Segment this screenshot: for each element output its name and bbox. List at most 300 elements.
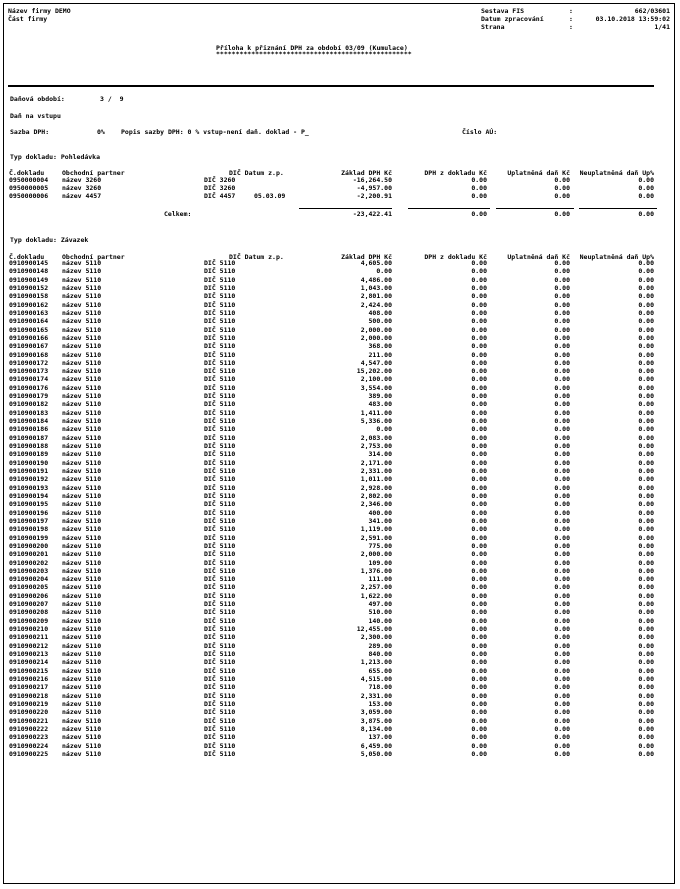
partner-name: název 5110 bbox=[62, 425, 102, 434]
partner-dic: DIČ 5110 bbox=[204, 383, 236, 392]
vat-amount: 0.00 bbox=[471, 458, 487, 467]
col-base-header: Základ DPH Kč bbox=[341, 253, 392, 261]
vat-amount: 0.00 bbox=[471, 516, 487, 525]
partner-dic: DIČ 5110 bbox=[204, 417, 236, 426]
doc-number: 0910900223 bbox=[9, 733, 49, 742]
table-row bbox=[4, 484, 676, 492]
partner-dic: DIČ 5110 bbox=[204, 641, 236, 650]
partner-dic: DIČ 5110 bbox=[204, 666, 236, 675]
partner-dic: DIČ 5110 bbox=[204, 475, 236, 484]
partner-dic: DIČ 5110 bbox=[204, 458, 236, 467]
applied-tax: 0.00 bbox=[554, 317, 570, 326]
partner-dic: DIČ 5110 bbox=[204, 259, 236, 267]
partner-dic: DIČ 5110 bbox=[204, 425, 236, 434]
partner-name: název 5110 bbox=[62, 325, 102, 334]
applied-tax: 0.00 bbox=[554, 192, 570, 200]
partner-name: název 5110 bbox=[62, 566, 102, 575]
tax-base: 1,011.00 bbox=[360, 475, 392, 484]
partner-dic: DIČ 5110 bbox=[204, 400, 236, 409]
partner-name: název 5110 bbox=[62, 267, 102, 276]
applied-tax: 0.00 bbox=[554, 408, 570, 417]
vat-amount: 0.00 bbox=[471, 475, 487, 484]
unapplied-tax: 0.00 bbox=[638, 308, 654, 317]
tax-base: 1,213.00 bbox=[360, 658, 392, 667]
tax-base: 840.00 bbox=[368, 650, 392, 659]
doc-number: 0910900192 bbox=[9, 475, 49, 484]
doc-number: 0910900191 bbox=[9, 467, 49, 475]
vat-amount: 0.00 bbox=[471, 491, 487, 500]
doc-number: 0910900225 bbox=[9, 749, 49, 758]
tax-base: 2,591.00 bbox=[360, 533, 392, 542]
vat-amount: 0.00 bbox=[471, 658, 487, 667]
unapplied-tax: 0.00 bbox=[638, 283, 654, 292]
table-row bbox=[4, 583, 676, 591]
vat-amount: 0.00 bbox=[471, 666, 487, 675]
partner-name: název 5110 bbox=[62, 541, 102, 550]
applied-tax: 0.00 bbox=[554, 483, 570, 492]
table-row bbox=[4, 292, 676, 300]
tax-base: 2,100.00 bbox=[360, 375, 392, 384]
vat-amount: 0.00 bbox=[471, 350, 487, 359]
applied-tax: 0.00 bbox=[554, 699, 570, 708]
tax-base: 3,554.00 bbox=[360, 383, 392, 392]
partner-name: název 5110 bbox=[62, 716, 102, 725]
partner-dic: DIČ 5110 bbox=[204, 442, 236, 451]
partner-dic: DIČ 5110 bbox=[204, 508, 236, 517]
doc-number: 0910900166 bbox=[9, 333, 49, 342]
unapplied-tax: 0.00 bbox=[638, 176, 654, 184]
table-row bbox=[4, 525, 676, 533]
table-row bbox=[4, 650, 676, 658]
applied-tax: 0.00 bbox=[554, 283, 570, 292]
tax-type: Daň na vstupu bbox=[10, 112, 61, 120]
partner-name: název 5110 bbox=[62, 392, 102, 401]
total-rule-applied bbox=[496, 208, 574, 209]
total-vat: 0.00 bbox=[471, 210, 487, 218]
partner-name: název 5110 bbox=[62, 666, 102, 675]
partner-name: název 5110 bbox=[62, 583, 102, 592]
partner-dic: DIČ 5110 bbox=[204, 575, 236, 584]
table-row bbox=[4, 642, 676, 650]
table-row bbox=[4, 392, 676, 400]
date-value: 03.10.2018 13:59:02 bbox=[595, 15, 670, 23]
table-row bbox=[4, 475, 676, 483]
table-row bbox=[4, 617, 676, 625]
partner-dic: DIČ 5110 bbox=[204, 292, 236, 301]
applied-tax: 0.00 bbox=[554, 325, 570, 334]
table-row bbox=[4, 742, 676, 750]
doc-number: 0910900220 bbox=[9, 708, 49, 717]
doc-number: 0910900190 bbox=[9, 458, 49, 467]
company-name: Název firmy DEMO bbox=[8, 7, 71, 15]
doc-number: 0910900201 bbox=[9, 550, 49, 559]
vat-amount: 0.00 bbox=[471, 508, 487, 517]
applied-tax: 0.00 bbox=[554, 633, 570, 642]
tax-base: 1,622.00 bbox=[360, 591, 392, 600]
partner-dic: DIČ 5110 bbox=[204, 408, 236, 417]
vat-amount: 0.00 bbox=[471, 292, 487, 301]
tax-base: 2,000.00 bbox=[360, 333, 392, 342]
doc-number: 0910900145 bbox=[9, 259, 49, 267]
table-row bbox=[4, 725, 676, 733]
doc-number: 0910900162 bbox=[9, 300, 49, 309]
unapplied-tax: 0.00 bbox=[638, 583, 654, 592]
unapplied-tax: 0.00 bbox=[638, 342, 654, 351]
applied-tax: 0.00 bbox=[554, 475, 570, 484]
tax-base: 8,134.00 bbox=[360, 724, 392, 733]
unapplied-tax: 0.00 bbox=[638, 683, 654, 692]
unapplied-tax: 0.00 bbox=[638, 616, 654, 625]
vat-amount: 0.00 bbox=[471, 192, 487, 200]
doc-number: 0910900149 bbox=[9, 275, 49, 284]
partner-name: název 5110 bbox=[62, 691, 102, 700]
table-row bbox=[4, 733, 676, 741]
partner-name: název 5110 bbox=[62, 625, 102, 634]
table-row bbox=[4, 675, 676, 683]
tax-base: 289.00 bbox=[368, 641, 392, 650]
tax-base: 109.00 bbox=[368, 558, 392, 567]
doc-number: 0910900204 bbox=[9, 575, 49, 584]
tax-base: 4,515.00 bbox=[360, 675, 392, 683]
unapplied-tax: 0.00 bbox=[638, 699, 654, 708]
table-row bbox=[4, 450, 676, 458]
col-partner-header: Obchodní partner bbox=[62, 253, 125, 261]
table-row bbox=[4, 176, 676, 184]
partner-dic: DIČ 4457 bbox=[204, 192, 236, 200]
applied-tax: 0.00 bbox=[554, 450, 570, 459]
partner-name: název 5110 bbox=[62, 333, 102, 342]
partner-name: název 5110 bbox=[62, 508, 102, 517]
table-row bbox=[4, 534, 676, 542]
vat-amount: 0.00 bbox=[471, 333, 487, 342]
applied-tax: 0.00 bbox=[554, 691, 570, 700]
vat-amount: 0.00 bbox=[471, 550, 487, 559]
table-row bbox=[4, 550, 676, 558]
doc-number: 0910900200 bbox=[9, 541, 49, 550]
doc-number: 0910900213 bbox=[9, 650, 49, 659]
page-value: 1/41 bbox=[654, 23, 670, 31]
applied-tax: 0.00 bbox=[554, 491, 570, 500]
total-applied: 0.00 bbox=[554, 210, 570, 218]
rate-value: 0% bbox=[97, 128, 105, 136]
table-row bbox=[4, 184, 676, 192]
doc-number: 0910900187 bbox=[9, 433, 49, 442]
partner-name: název 5110 bbox=[62, 699, 102, 708]
table-row bbox=[4, 284, 676, 292]
table-row bbox=[4, 500, 676, 508]
applied-tax: 0.00 bbox=[554, 417, 570, 426]
partner-name: název 5110 bbox=[62, 550, 102, 559]
table-row bbox=[4, 600, 676, 608]
unapplied-tax: 0.00 bbox=[638, 483, 654, 492]
vat-amount: 0.00 bbox=[471, 425, 487, 434]
applied-tax: 0.00 bbox=[554, 358, 570, 367]
tax-base: 2,802.00 bbox=[360, 491, 392, 500]
table-row bbox=[4, 192, 676, 200]
col-doc-header: Č.dokladu bbox=[9, 169, 45, 177]
vat-amount: 0.00 bbox=[471, 650, 487, 659]
partner-dic: DIČ 5110 bbox=[204, 275, 236, 284]
applied-tax: 0.00 bbox=[554, 350, 570, 359]
doc-number: 0910900163 bbox=[9, 308, 49, 317]
vat-amount: 0.00 bbox=[471, 575, 487, 584]
table-row bbox=[4, 326, 676, 334]
unapplied-tax: 0.00 bbox=[638, 358, 654, 367]
partner-name: název 5110 bbox=[62, 516, 102, 525]
unapplied-tax: 0.00 bbox=[638, 608, 654, 617]
company-part: Část firmy bbox=[8, 15, 48, 23]
unapplied-tax: 0.00 bbox=[638, 442, 654, 451]
doc-number: 0910900188 bbox=[9, 442, 49, 451]
applied-tax: 0.00 bbox=[554, 666, 570, 675]
report-title-underline: ************************************************** bbox=[216, 50, 412, 58]
partner-name: název 5110 bbox=[62, 450, 102, 459]
col-unapplied-header: Neuplatněná daň Up% bbox=[579, 253, 654, 261]
doc-number: 0950000004 bbox=[9, 176, 49, 184]
tax-base: 2,257.00 bbox=[360, 583, 392, 592]
doc-number: 0910900224 bbox=[9, 741, 49, 750]
table-row bbox=[4, 608, 676, 616]
partner-name: název 5110 bbox=[62, 383, 102, 392]
partner-dic: DIČ 3260 bbox=[204, 176, 236, 184]
table-row bbox=[4, 317, 676, 325]
report-title: Příloha k přiznání DPH za období 03/09 (Kumulace) bbox=[216, 44, 408, 52]
report-label: Sestava FIS bbox=[481, 7, 525, 15]
tax-base: 15,202.00 bbox=[356, 367, 392, 376]
section2-label: Typ dokladu: Závazek bbox=[10, 236, 89, 244]
unapplied-tax: 0.00 bbox=[638, 724, 654, 733]
unapplied-tax: 0.00 bbox=[638, 533, 654, 542]
unapplied-tax: 0.00 bbox=[638, 467, 654, 475]
applied-tax: 0.00 bbox=[554, 184, 570, 192]
partner-dic: DIČ 5110 bbox=[204, 658, 236, 667]
doc-number: 0910900212 bbox=[9, 641, 49, 650]
vat-amount: 0.00 bbox=[471, 408, 487, 417]
unapplied-tax: 0.00 bbox=[638, 425, 654, 434]
partner-name: název 5110 bbox=[62, 749, 102, 758]
vat-amount: 0.00 bbox=[471, 358, 487, 367]
vat-amount: 0.00 bbox=[471, 259, 487, 267]
table-row bbox=[4, 542, 676, 550]
unapplied-tax: 0.00 bbox=[638, 550, 654, 559]
tax-base: 483.00 bbox=[368, 400, 392, 409]
col-applied-header: Uplatněná daň Kč bbox=[507, 169, 570, 177]
table-row bbox=[4, 301, 676, 309]
table-row bbox=[4, 434, 676, 442]
unapplied-tax: 0.00 bbox=[638, 408, 654, 417]
unapplied-tax: 0.00 bbox=[638, 516, 654, 525]
unapplied-tax: 0.00 bbox=[638, 591, 654, 600]
col-dic-date-header: DIČ Datum z.p. bbox=[229, 253, 284, 261]
vat-amount: 0.00 bbox=[471, 383, 487, 392]
applied-tax: 0.00 bbox=[554, 658, 570, 667]
vat-amount: 0.00 bbox=[471, 300, 487, 309]
section1-label: Typ dokladu: Pohledávka bbox=[10, 153, 101, 161]
tax-base: 5,336.00 bbox=[360, 417, 392, 426]
col-applied-header: Uplatněná daň Kč bbox=[507, 253, 570, 261]
applied-tax: 0.00 bbox=[554, 467, 570, 475]
partner-dic: DIČ 5110 bbox=[204, 550, 236, 559]
unapplied-tax: 0.00 bbox=[638, 508, 654, 517]
partner-dic: DIČ 5110 bbox=[204, 500, 236, 509]
tax-base: 2,171.00 bbox=[360, 458, 392, 467]
unapplied-tax: 0.00 bbox=[638, 525, 654, 534]
partner-dic: DIČ 5110 bbox=[204, 483, 236, 492]
vat-amount: 0.00 bbox=[471, 699, 487, 708]
table-row bbox=[4, 683, 676, 691]
partner-name: název 5110 bbox=[62, 283, 102, 292]
tax-base: 111.00 bbox=[368, 575, 392, 584]
unapplied-tax: 0.00 bbox=[638, 392, 654, 401]
doc-number: 0910900183 bbox=[9, 408, 49, 417]
table-row bbox=[4, 334, 676, 342]
doc-number: 0910900210 bbox=[9, 625, 49, 634]
applied-tax: 0.00 bbox=[554, 533, 570, 542]
partner-name: název 3260 bbox=[62, 184, 102, 192]
applied-tax: 0.00 bbox=[554, 458, 570, 467]
doc-number: 0910900219 bbox=[9, 699, 49, 708]
tax-base: 2,000.00 bbox=[360, 325, 392, 334]
partner-dic: DIČ 5110 bbox=[204, 708, 236, 717]
tax-base: 12,455.00 bbox=[356, 625, 392, 634]
applied-tax: 0.00 bbox=[554, 176, 570, 184]
col-doc-header: Č.dokladu bbox=[9, 253, 45, 261]
partner-dic: DIČ 5110 bbox=[204, 558, 236, 567]
partner-dic: DIČ 5110 bbox=[204, 283, 236, 292]
partner-dic: DIČ 5110 bbox=[204, 691, 236, 700]
tax-base: 2,083.00 bbox=[360, 433, 392, 442]
table-row bbox=[4, 692, 676, 700]
applied-tax: 0.00 bbox=[554, 392, 570, 401]
applied-tax: 0.00 bbox=[554, 292, 570, 301]
unapplied-tax: 0.00 bbox=[638, 500, 654, 509]
partner-name: název 5110 bbox=[62, 733, 102, 742]
applied-tax: 0.00 bbox=[554, 508, 570, 517]
applied-tax: 0.00 bbox=[554, 591, 570, 600]
applied-tax: 0.00 bbox=[554, 616, 570, 625]
applied-tax: 0.00 bbox=[554, 566, 570, 575]
unapplied-tax: 0.00 bbox=[638, 317, 654, 326]
vat-amount: 0.00 bbox=[471, 541, 487, 550]
total-rule-base bbox=[299, 208, 392, 209]
au-label: Číslo AÚ: bbox=[462, 128, 498, 136]
partner-dic: DIČ 5110 bbox=[204, 675, 236, 683]
applied-tax: 0.00 bbox=[554, 683, 570, 692]
vat-amount: 0.00 bbox=[471, 558, 487, 567]
taxable-date: 05.03.09 bbox=[254, 192, 286, 200]
applied-tax: 0.00 bbox=[554, 308, 570, 317]
vat-amount: 0.00 bbox=[471, 184, 487, 192]
table-row bbox=[4, 367, 676, 375]
table-row bbox=[4, 750, 676, 758]
doc-number: 0910900205 bbox=[9, 583, 49, 592]
vat-amount: 0.00 bbox=[471, 400, 487, 409]
applied-tax: 0.00 bbox=[554, 650, 570, 659]
partner-dic: DIČ 5110 bbox=[204, 733, 236, 742]
total-unapplied: 0.00 bbox=[638, 210, 654, 218]
applied-tax: 0.00 bbox=[554, 625, 570, 634]
rate-label: Sazba DPH: bbox=[10, 128, 50, 136]
partner-name: název 5110 bbox=[62, 741, 102, 750]
partner-name: název 5110 bbox=[62, 342, 102, 351]
tax-base: 2,346.00 bbox=[360, 500, 392, 509]
col-unapplied-header: Neuplatněná daň Up% bbox=[579, 169, 654, 177]
doc-number: 0910900203 bbox=[9, 566, 49, 575]
partner-dic: DIČ 5110 bbox=[204, 541, 236, 550]
table-row bbox=[4, 667, 676, 675]
doc-number: 0910900207 bbox=[9, 600, 49, 609]
partner-dic: DIČ 5110 bbox=[204, 308, 236, 317]
table-row bbox=[4, 708, 676, 716]
partner-dic: DIČ 5110 bbox=[204, 525, 236, 534]
vat-amount: 0.00 bbox=[471, 308, 487, 317]
doc-number: 0910900186 bbox=[9, 425, 49, 434]
table-row bbox=[4, 351, 676, 359]
partner-name: název 5110 bbox=[62, 575, 102, 584]
tax-base: 2,753.00 bbox=[360, 442, 392, 451]
vat-amount: 0.00 bbox=[471, 267, 487, 276]
partner-dic: DIČ 5110 bbox=[204, 566, 236, 575]
table-row bbox=[4, 467, 676, 475]
rate-description: Popis sazby DPH: 0 % vstup-není daň. doklad - P_ bbox=[121, 128, 309, 136]
table-row bbox=[4, 359, 676, 367]
tax-base: 510.00 bbox=[368, 608, 392, 617]
page-sep: : bbox=[569, 23, 573, 31]
doc-number: 0910900206 bbox=[9, 591, 49, 600]
vat-amount: 0.00 bbox=[471, 625, 487, 634]
applied-tax: 0.00 bbox=[554, 433, 570, 442]
partner-name: název 5110 bbox=[62, 500, 102, 509]
doc-number: 0910900209 bbox=[9, 616, 49, 625]
partner-name: název 5110 bbox=[62, 442, 102, 451]
partner-name: název 5110 bbox=[62, 308, 102, 317]
vat-amount: 0.00 bbox=[471, 566, 487, 575]
doc-number: 0910900216 bbox=[9, 675, 49, 683]
partner-name: název 5110 bbox=[62, 467, 102, 475]
unapplied-tax: 0.00 bbox=[638, 566, 654, 575]
partner-dic: DIČ 5110 bbox=[204, 342, 236, 351]
vat-amount: 0.00 bbox=[471, 275, 487, 284]
vat-amount: 0.00 bbox=[471, 724, 487, 733]
partner-dic: DIČ 5110 bbox=[204, 317, 236, 326]
partner-name: název 5110 bbox=[62, 533, 102, 542]
partner-dic: DIČ 5110 bbox=[204, 325, 236, 334]
table-row bbox=[4, 509, 676, 517]
applied-tax: 0.00 bbox=[554, 708, 570, 717]
unapplied-tax: 0.00 bbox=[638, 741, 654, 750]
applied-tax: 0.00 bbox=[554, 675, 570, 683]
table-row bbox=[4, 425, 676, 433]
partner-name: název 5110 bbox=[62, 708, 102, 717]
unapplied-tax: 0.00 bbox=[638, 658, 654, 667]
vat-amount: 0.00 bbox=[471, 600, 487, 609]
partner-name: název 5110 bbox=[62, 358, 102, 367]
table-row bbox=[4, 459, 676, 467]
partner-dic: DIČ 5110 bbox=[204, 350, 236, 359]
partner-name: název 5110 bbox=[62, 259, 102, 267]
vat-amount: 0.00 bbox=[471, 375, 487, 384]
doc-number: 0910900148 bbox=[9, 267, 49, 276]
table-row bbox=[4, 384, 676, 392]
applied-tax: 0.00 bbox=[554, 583, 570, 592]
vat-amount: 0.00 bbox=[471, 691, 487, 700]
unapplied-tax: 0.00 bbox=[638, 558, 654, 567]
vat-amount: 0.00 bbox=[471, 392, 487, 401]
vat-amount: 0.00 bbox=[471, 616, 487, 625]
partner-dic: DIČ 5110 bbox=[204, 367, 236, 376]
partner-name: název 5110 bbox=[62, 616, 102, 625]
partner-name: název 5110 bbox=[62, 458, 102, 467]
